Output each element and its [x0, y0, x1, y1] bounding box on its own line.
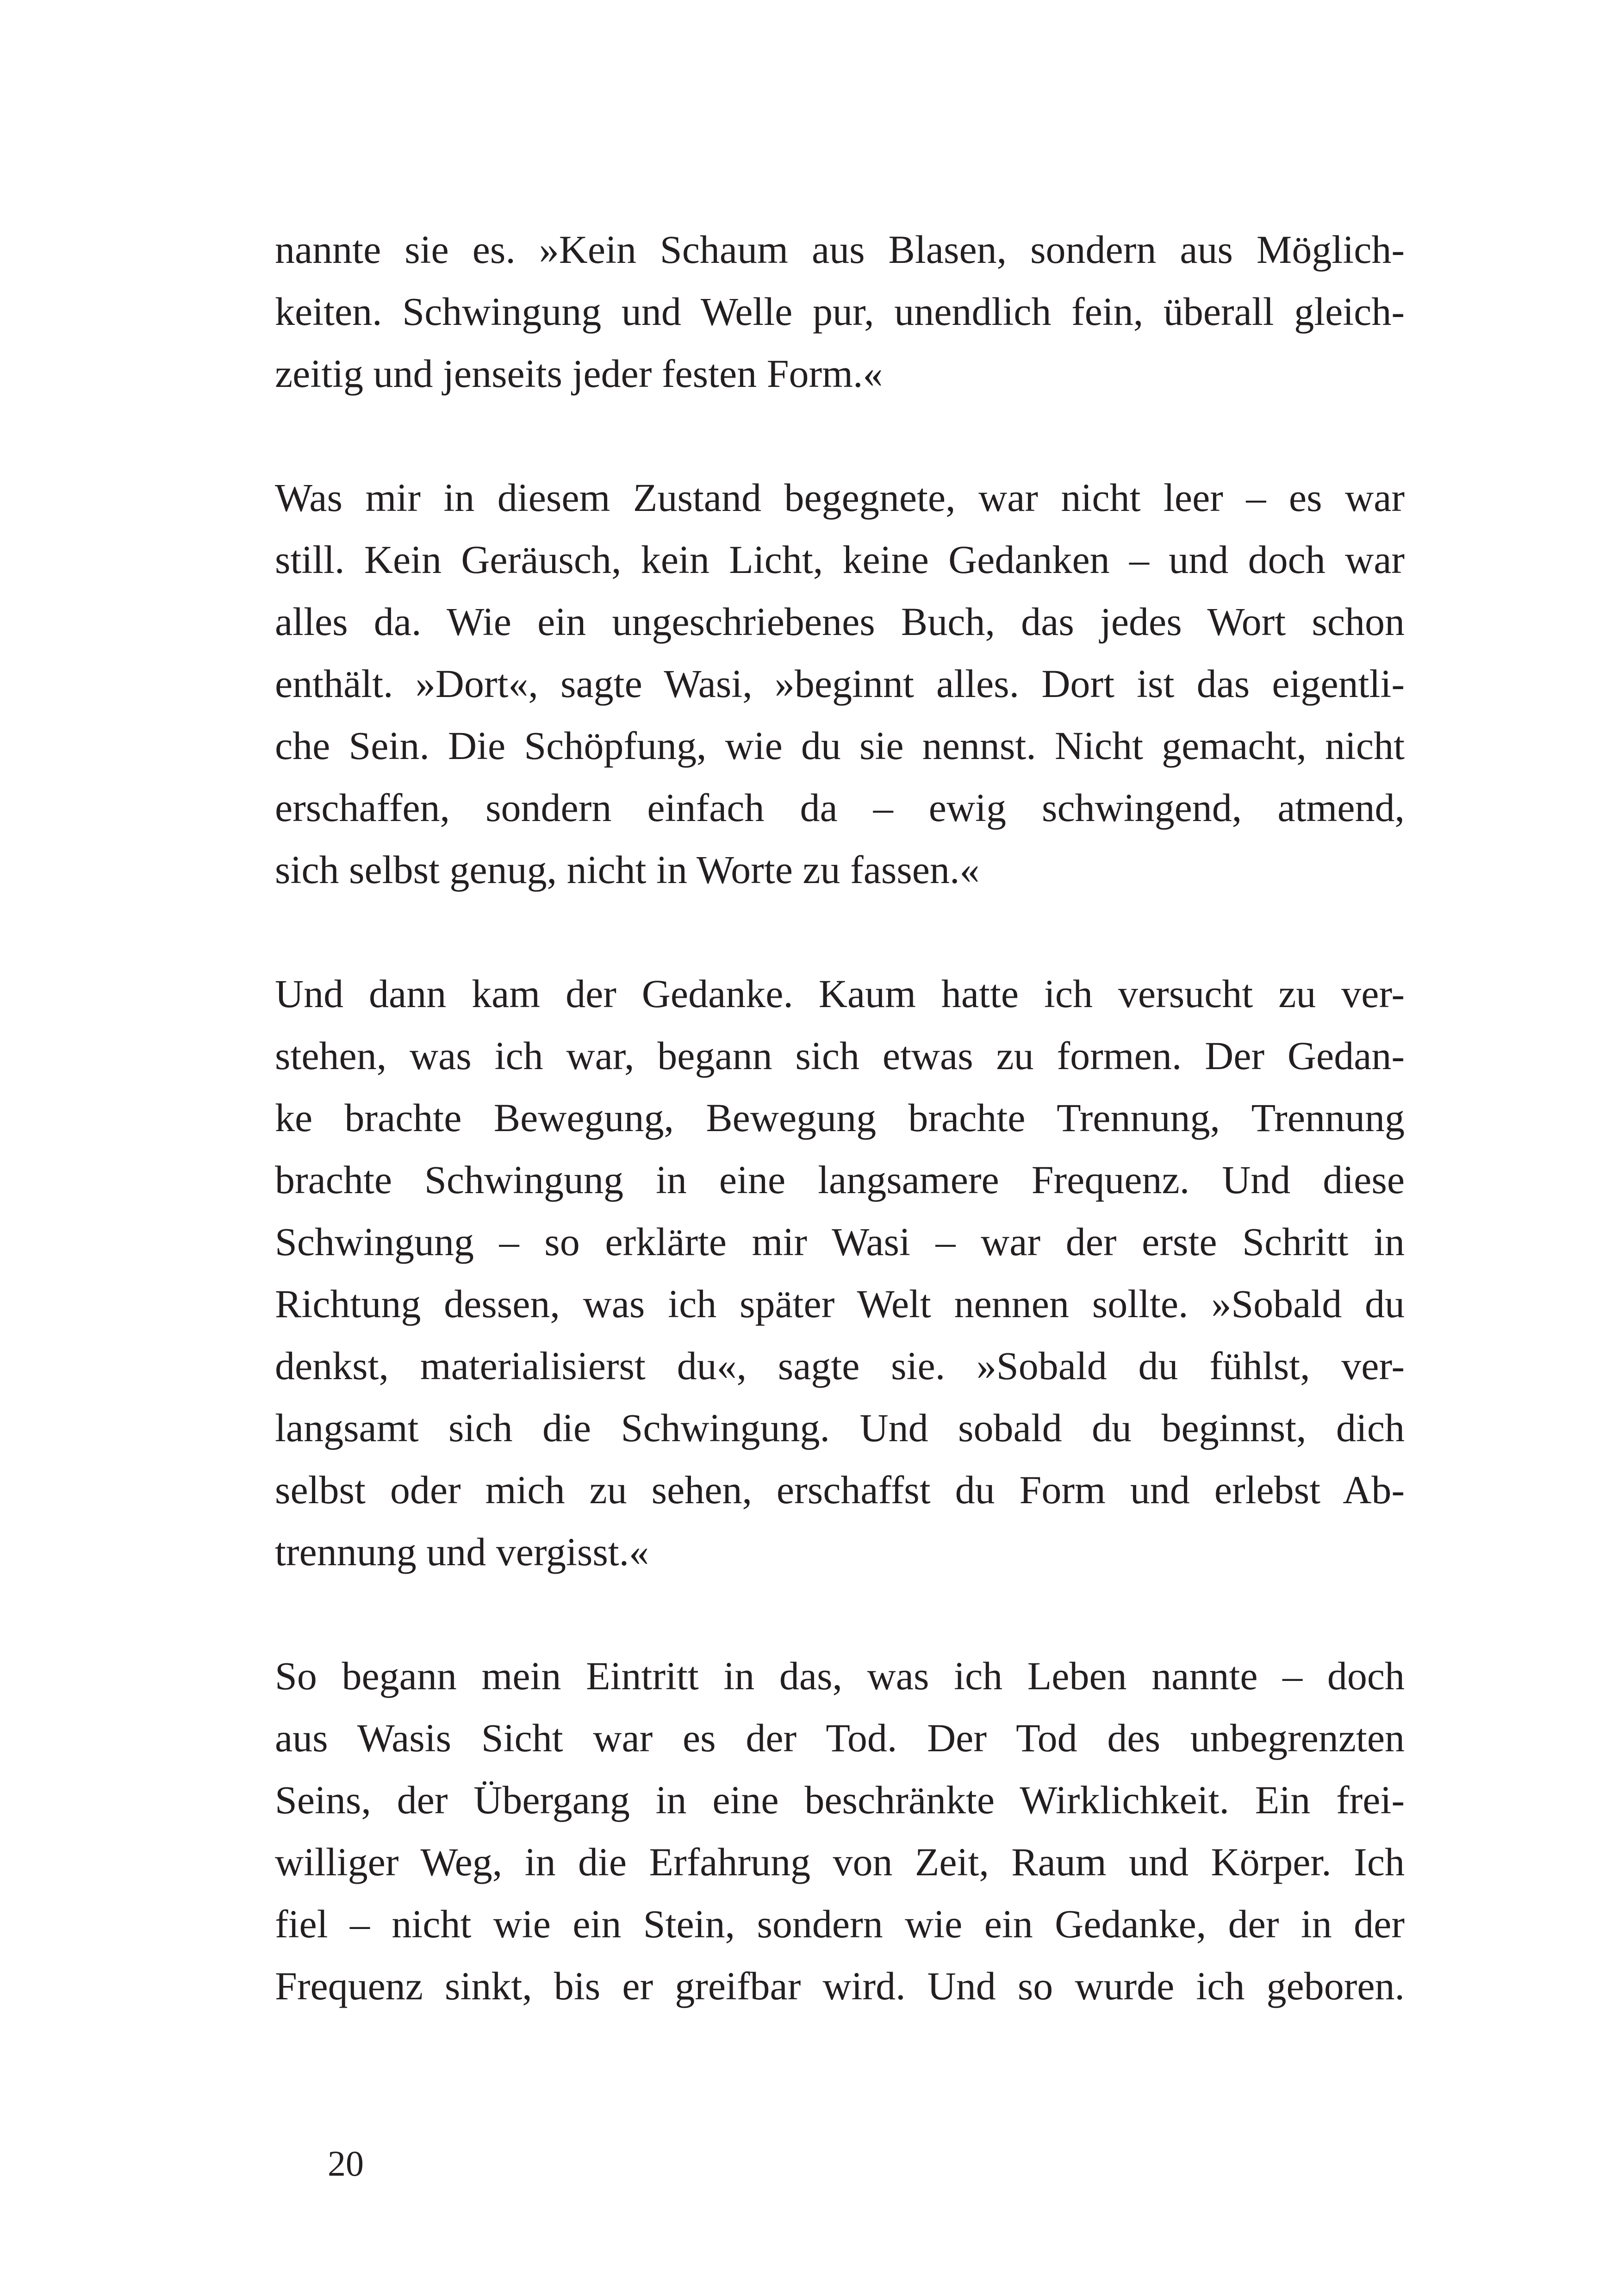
text-line: Und dann kam der Gedanke. Kaum hatte ich versucht zu ver- — [275, 971, 1405, 1016]
text-line: Was mir in diesem Zustand begegnete, war nicht leer – es war — [275, 475, 1405, 520]
text-line: still. Kein Geräusch, kein Licht, keine Gedanken – und doch war — [275, 537, 1405, 582]
text-line: Seins, der Übergang in eine beschränkte Wirklichkeit. Ein frei- — [275, 1778, 1405, 1822]
text-line: selbst oder mich zu sehen, erschaffst du Form und erlebst Ab- — [275, 1468, 1405, 1512]
text-line: enthält. »Dort«, sagte Wasi, »beginnt alles. Dort ist das eigentli- — [275, 661, 1405, 706]
text-line: stehen, was ich war, begann sich etwas zu formen. Der Gedan- — [275, 1033, 1405, 1078]
text-line: Richtung dessen, was ich später Welt nennen sollte. »Sobald du — [275, 1282, 1405, 1326]
paragraph — [275, 1645, 1405, 2017]
paragraph — [275, 218, 1405, 404]
text-line: langsamt sich die Schwingung. Und sobald du beginnst, dich — [275, 1406, 1405, 1450]
text-line: trennung und vergisst.« — [275, 1530, 649, 1574]
text-line: nannte sie es. »Kein Schaum aus Blasen, sondern aus Möglich- — [275, 227, 1405, 272]
text-line: sich selbst genug, nicht in Worte zu fassen.« — [275, 847, 980, 892]
text-line: williger Weg, in die Erfahrung von Zeit, Raum und Körper. Ich — [275, 1840, 1405, 1884]
text-line: Schwingung – so erklärte mir Wasi – war der erste Schritt in — [275, 1220, 1405, 1264]
paragraph — [275, 467, 1405, 901]
text-line: alles da. Wie ein ungeschriebenes Buch, das jedes Wort schon — [275, 599, 1405, 644]
text-line: Frequenz sinkt, bis er greifbar wird. Und so wurde ich geboren. — [275, 1964, 1405, 2008]
text-line: ke brachte Bewegung, Bewegung brachte Trennung, Trennung — [275, 1095, 1405, 1140]
text-line: brachte Schwingung in eine langsamere Frequenz. Und diese — [275, 1157, 1405, 1202]
text-line: denkst, materialisierst du«, sagte sie. »Sobald du fühlst, ver- — [275, 1344, 1405, 1388]
paragraph — [275, 963, 1405, 1583]
text-line: zeitig und jenseits jeder festen Form.« — [275, 351, 883, 396]
text-line: fiel – nicht wie ein Stein, sondern wie ein Gedanke, der in der — [275, 1902, 1405, 1946]
body-text — [275, 218, 1405, 2079]
text-line: So begann mein Eintritt in das, was ich Leben nannte – doch — [275, 1654, 1405, 1698]
text-line: che Sein. Die Schöpfung, wie du sie nennst. Nicht gemacht, nicht — [275, 723, 1405, 768]
text-line: aus Wasis Sicht war es der Tod. Der Tod des unbegrenzten — [275, 1716, 1405, 1760]
text-line: keiten. Schwingung und Welle pur, unendlich fein, überall gleich- — [275, 289, 1405, 334]
page-number: 20 — [328, 2143, 364, 2184]
text-line: erschaffen, sondern einfach da – ewig schwingend, atmend, — [275, 785, 1405, 830]
